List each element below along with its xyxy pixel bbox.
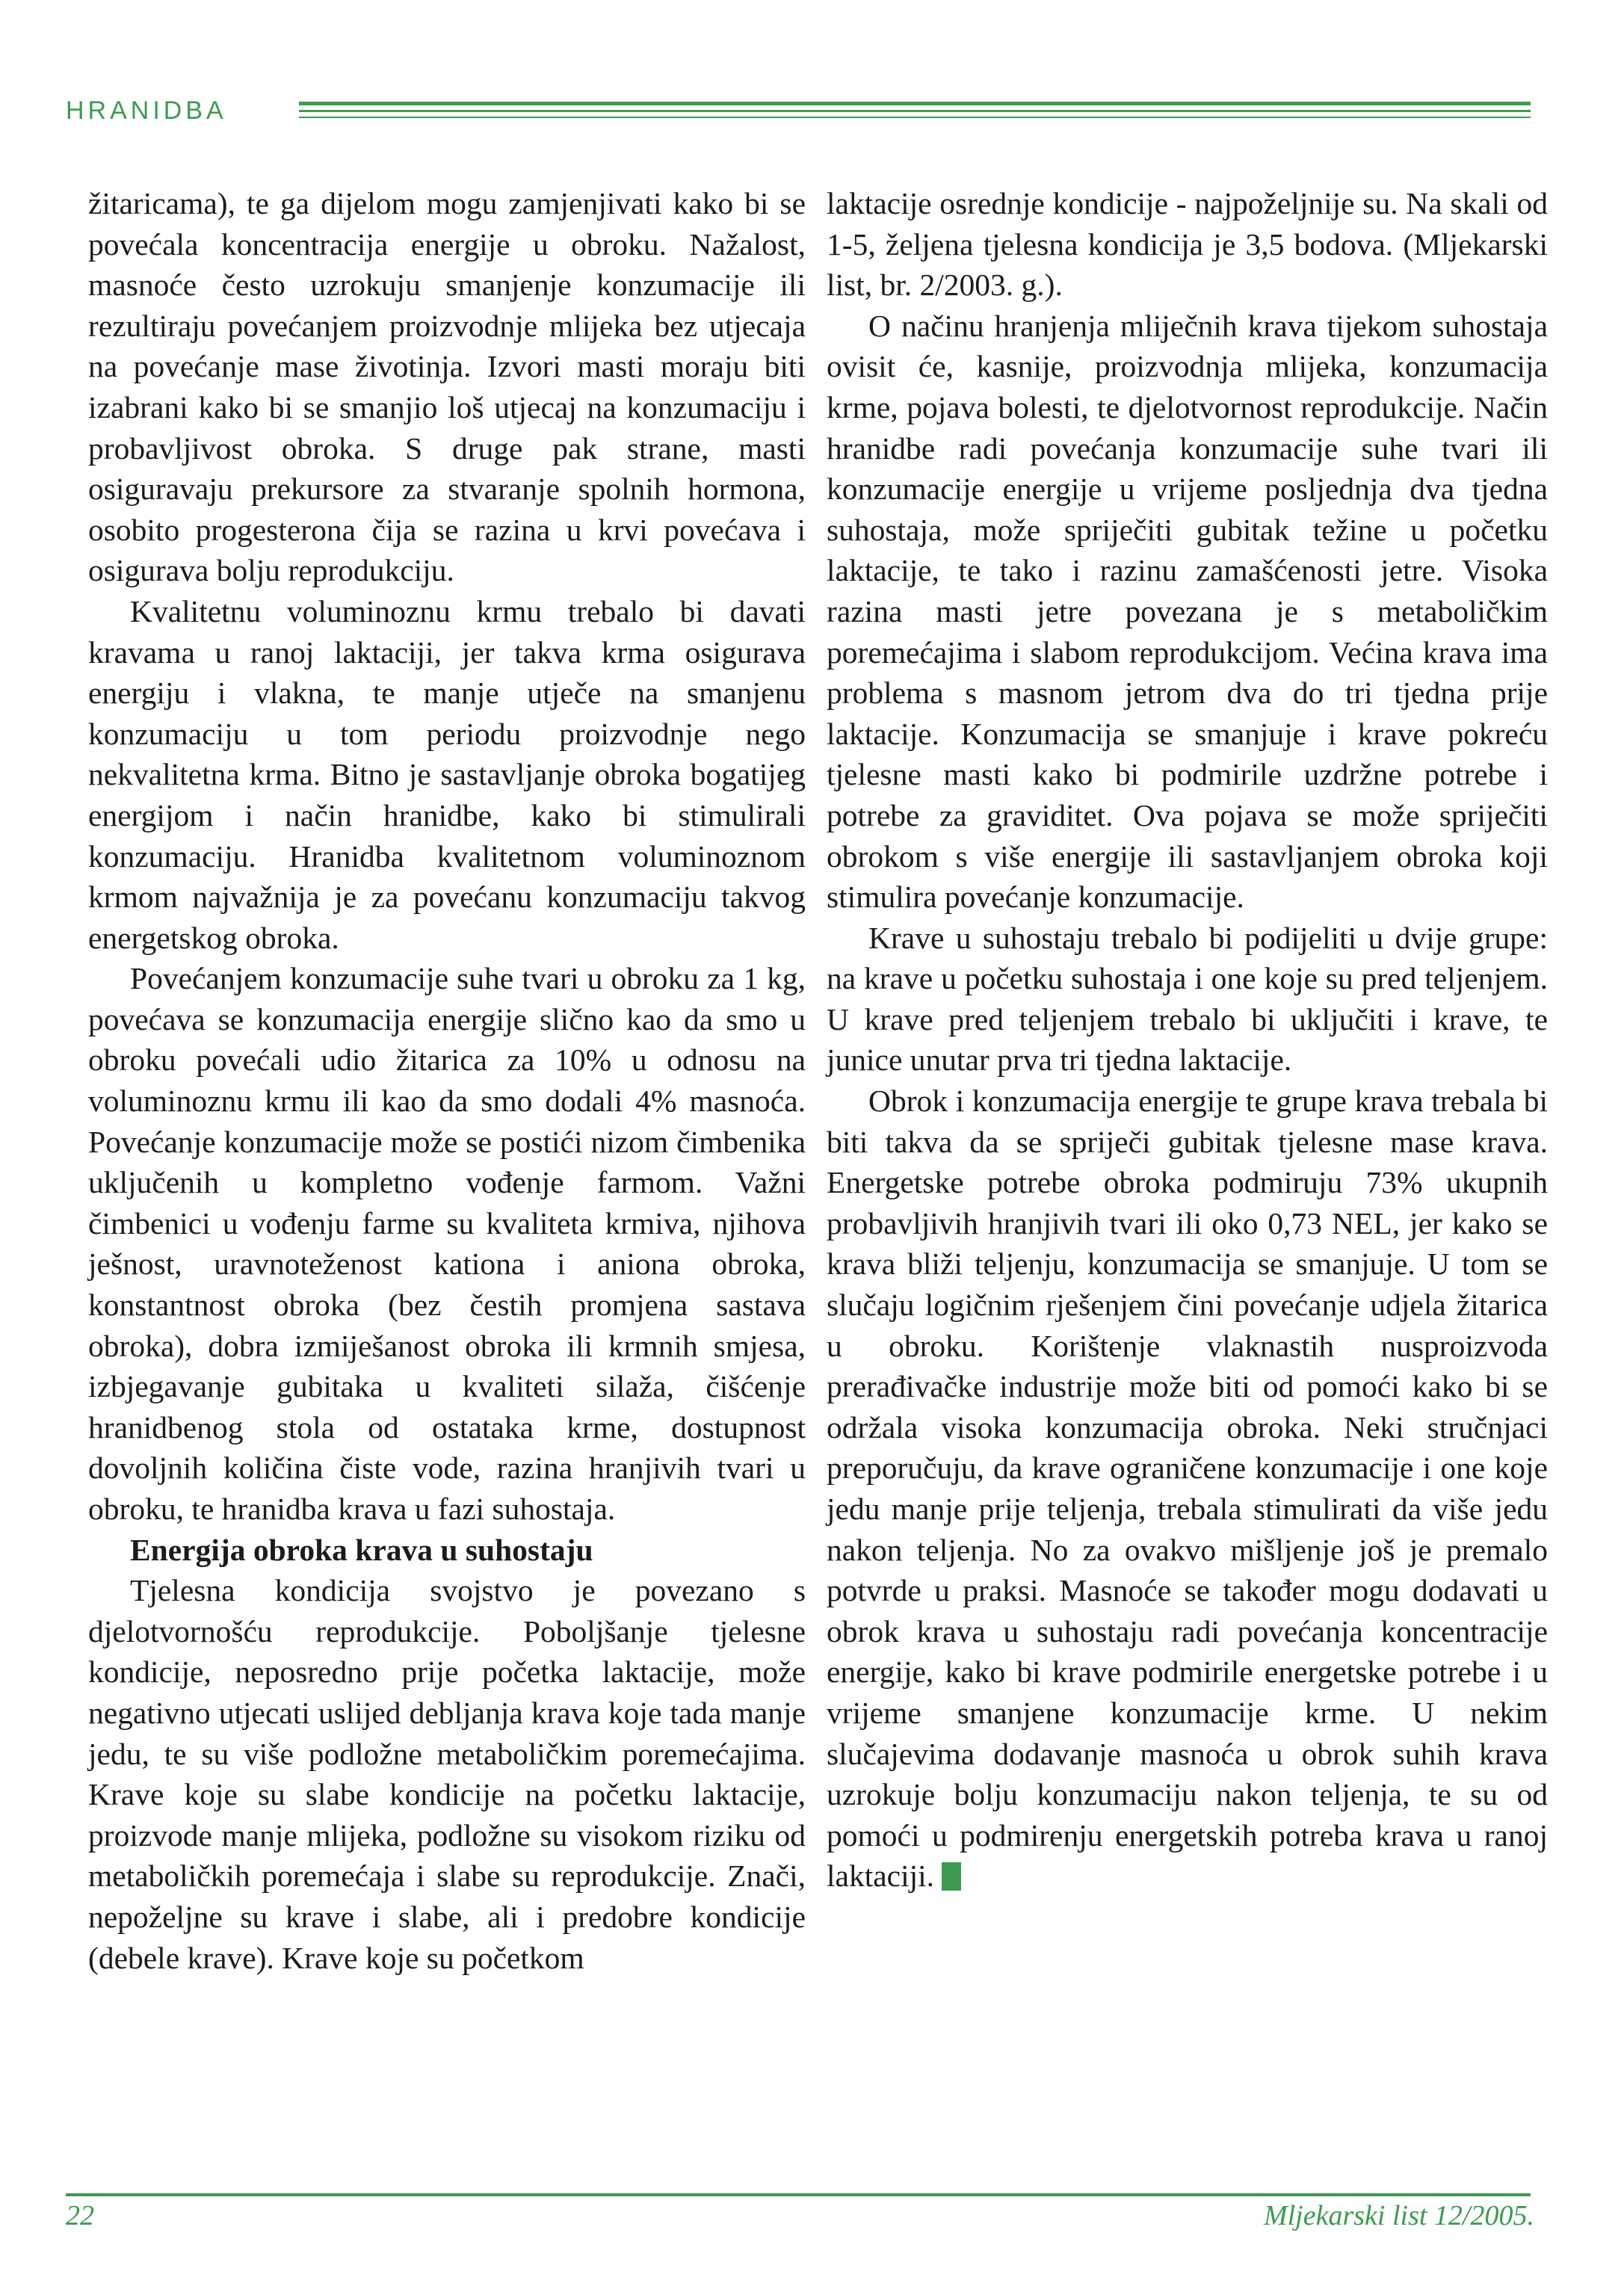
paragraph-last	[827, 1081, 1548, 1897]
header-rule	[299, 110, 1531, 112]
paragraph: žitaricama), te ga dijelom mogu zamjenjivati kako bi se povećala koncentracija energije u obroku. Nažalost, masnoće često uzrokuju smanjenje konzumacije ili rezultiraju povećanjem proizvodnje mlijeka bez utjecaja na povećanje mase životinja. Izvori masti moraju biti izabrani kako bi se smanjio loš utjecaj na konzumaciju i probavljivost obroka. S druge pak strane, masti osiguravaju prekursore za stvaranje spolnih hormona, osobito progesterona čija se razina u krvi povećava i osigurava bolju reprodukciju.	[88, 186, 806, 588]
right-column	[827, 183, 1548, 1897]
paragraph: Kvalitetnu voluminoznu krmu trebalo bi davati kravama u ranoj laktaciji, jer takva krma osigurava energiju i vlakna, te manje utječe na smanjenu konzumaciju u tom periodu proizvodnje nego nekvalitetna krma. Bitno je sastavljanje obroka bogatijeg energijom i način hranidbe, kako bi stimulirali konzumaciju. Hranidba kvalitetnom voluminoznom krmom najvažnija je za povećanu konzumaciju takvog energetskog obroka.	[88, 593, 806, 955]
paragraph: O načinu hranjenja mliječnih krava tijekom suhostaja ovisit će, kasnije, proizvodnja mlijeka, konzumacija krme, pojava bolesti, te djelotvornost reprodukcije. Način hranidbe radi povećanja konzumacije suhe tvari ili konzumacije energije u vrijeme posljednja dva tjedna suhostaja, može spriječiti gubitak težine u početku laktacije, te tako i razinu zamašćenosti jetre. Visoka razina masti jetre povezana je s metaboličkim poremećajima i slabom reprodukcijom. Većina krava ima problema s masnom jetrom dva do tri tjedna prije laktacije. Konzumacija se smanjuje i krave pokreću tjelesne masti kako bi podmirile uzdržne potrebe i potrebe za graviditet. Ova pojava se može spriječiti obrokom s više energije ili sastavljanjem obroka koji stimulira povećanje konzumacije.	[827, 308, 1548, 915]
publication-name: Mljekarski list 12/2005.	[1263, 2200, 1534, 2231]
paragraph-text: Obrok i konzumacija energije te grupe krava trebala bi biti takva da se spriječi gubitak tjelesne mase krava. Energetske potrebe obroka podmiruju 73% ukupnih probavljivih hranjivih tvari ili oko 0,73 NEL, jer kako se krava bliži teljenju, konzumacija se smanjuje. U tom se slučaju logičnim rješenjem čini povećanje udjela žitarica u obroku. Korištenje vlaknastih nusproizvoda prerađivačke industrije može biti od pomoći kako bi se održala visoka konzumacija obroka. Neki stručnjaci preporučuju, da krave ograničene konzumacije i one koje jedu manje prije teljenja, trebala stimulirati da više jedu nakon teljenja. No za ovakvo mišljenje još je premalo potvrde u praksi. Masnoće se također mogu dodavati u obrok krava u suhostaju radi povećanja koncentracije energije, kako bi krave podmirile energetske potrebe i u vrijeme smanjene konzumacije krme. U nekim slučajevima dodavanje masnoća u obrok suhih krava uzrokuje bolju konzumaciju nakon teljenja, te su od pomoći u podmirenju energetskih potreba krava u ranoj laktaciji.	[827, 1084, 1548, 1894]
end-of-article-mark-icon	[942, 1862, 961, 1891]
paragraph: laktacije osrednje kondicije - najpoželjnije su. Na skali od 1-5, željena tjelesna kondicija je 3,5 bodova. (Mljekarski list, br. 2/2003. g.).	[827, 186, 1548, 303]
section-heading: Energija obroka krava u suhostaju	[130, 1532, 593, 1567]
page-header	[66, 96, 1531, 129]
header-rule	[299, 117, 1531, 118]
left-column	[88, 183, 806, 1978]
paragraph: Krave u suhostaju trebalo bi podijeliti u dvije grupe: na krave u početku suhostaja i one koje su pred teljenjem. U krave pred teljenjem trebalo bi uključiti i krave, te junice unutar prva tri tjedna laktacije.	[827, 920, 1548, 1078]
section-label: HRANIDBA	[66, 96, 227, 125]
header-rule	[299, 102, 1531, 105]
footer-rule	[66, 2193, 1531, 2196]
page-number: 22	[66, 2200, 94, 2231]
paragraph: Tjelesna kondicija svojstvo je povezano s djelotvornošću reprodukcije. Poboljšanje tjelesne kondicije, neposredno prije početka laktacije, može negativno utjecati uslijed debljanja krava koje tada manje jedu, te su više podložne metaboličkim poremećajima. Krave koje su slabe kondicije na početku laktacije, proizvode manje mlijeka, podložne su visokom riziku od metaboličkih poremećaja i slabe su reprodukcije. Znači, nepoželjne su krave i slabe, ali i predobre kondicije (debele krave). Krave koje su početkom	[88, 1573, 806, 1975]
paragraph: Povećanjem konzumacije suhe tvari u obroku za 1 kg, povećava se konzumacija energije slično kao da smo u obroku povećali udio žitarica za 10% u odnosu na voluminoznu krmu ili kao da smo dodali 4% masnoća. Povećanje konzumacije može se postići nizom čimbenika uključenih u kompletno vođenje farmom. Važni čimbenici u vođenju farme su kvaliteta krmiva, njihova ješnost, uravnoteženost kationa i aniona obroka, konstantnost obroka (bez čestih promjena sastava obroka), dobra izmiješanost obroka ili krmnih smjesa, izbjegavanje gubitaka u kvaliteti silaža, čišćenje hranidbenog stola od ostataka krme, dostupnost dovoljnih količina čiste vode, razina hranjivih tvari u obroku, te hranidba krava u fazi suhostaja.	[88, 961, 806, 1526]
